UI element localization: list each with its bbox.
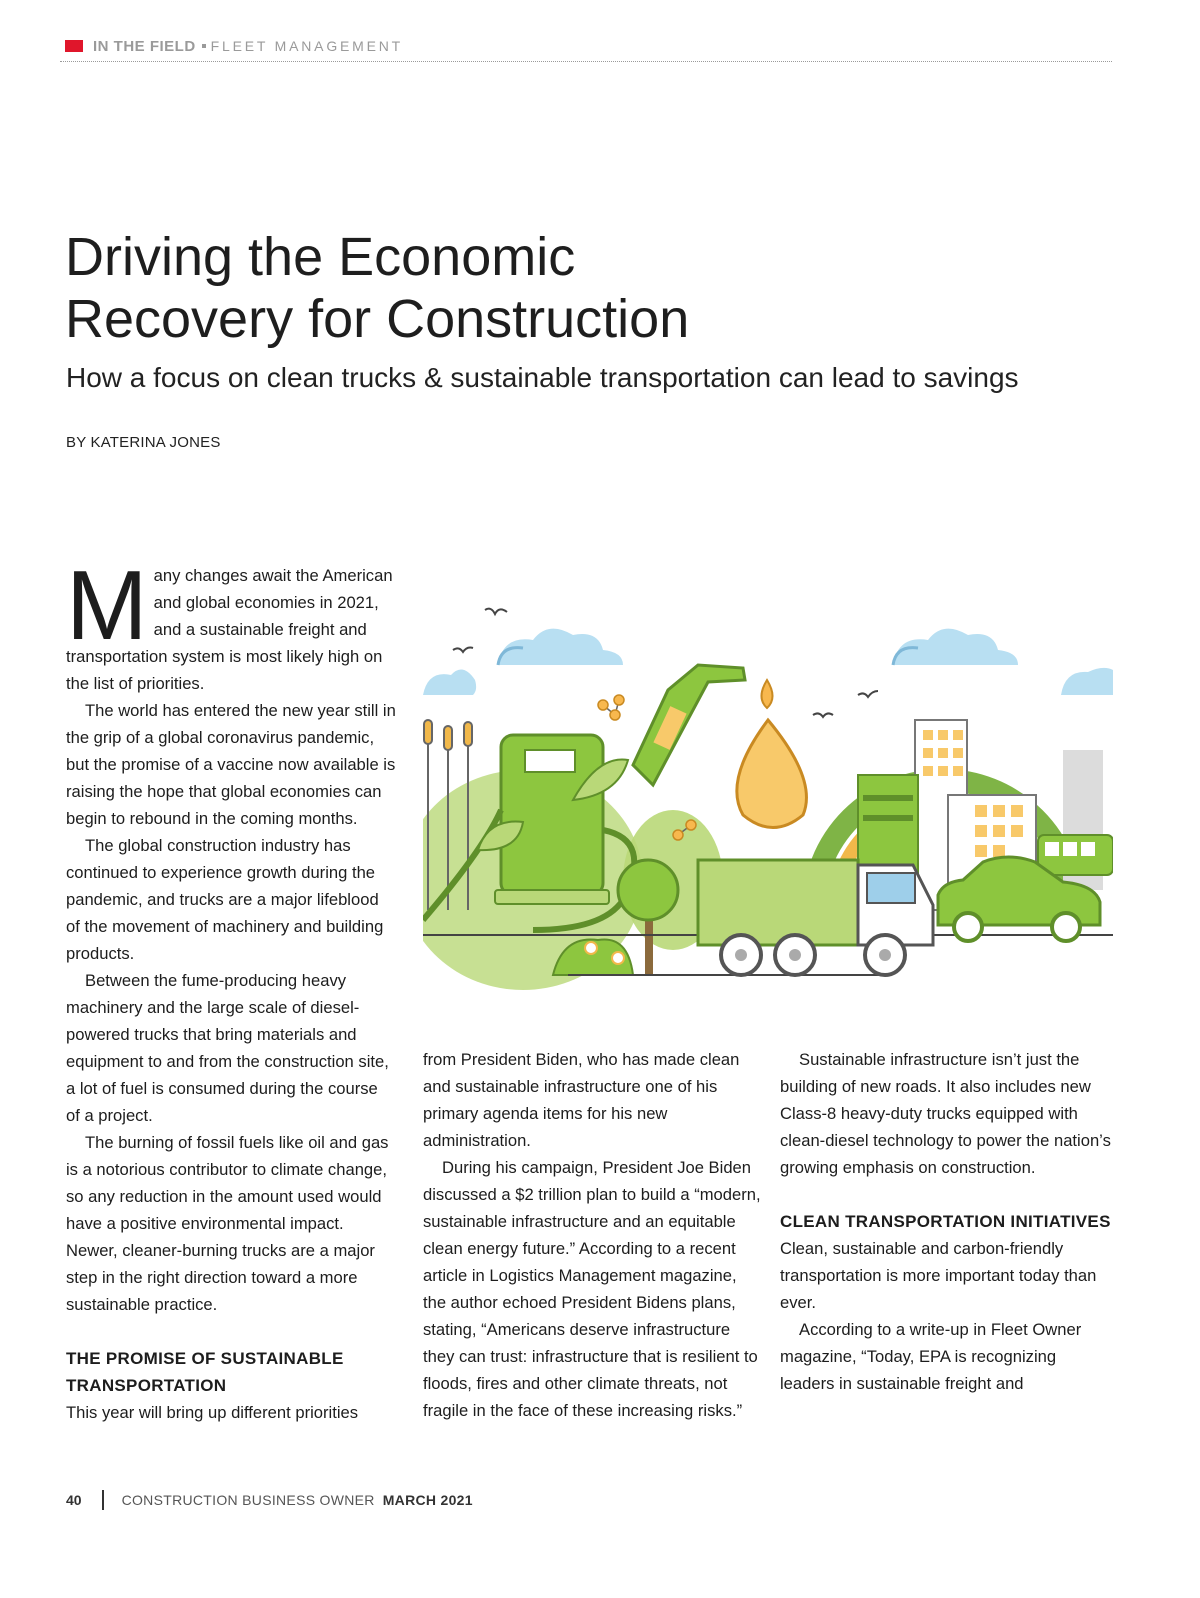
section-header [65, 38, 403, 54]
article-subtitle: How a focus on clean trucks & sustainable transportation can lead to savings [66, 362, 1019, 393]
paragraph-3: The global construction industry has continued to experience growth during the pandemic, and trucks are a major lifeblood of the movement of machinery and building products. [66, 836, 384, 963]
paragraph-2: The world has entered the new year still in the grip of a global coronavirus pandemic, but the promise of a vaccine now available is raising the hope that global economies can begin to rebound in the coming months. [66, 701, 396, 828]
title-line-1: Driving the Economic [65, 227, 576, 287]
page-footer [66, 1490, 473, 1510]
paragraph-6a: This year will bring up different priorities [66, 1403, 359, 1422]
bird-icon [453, 648, 473, 653]
paragraph-1 [66, 550, 396, 697]
footer-divider [102, 1490, 104, 1510]
paragraph-7: During his campaign, President Joe Biden discussed a $2 trillion plan to build a “modern, sustainable infrastructure and an equitable clean energy future.” According to a recent article in Logistics Management magazine, the author echoed President Bidens plans, stating, “Americans deserve infrastructure they can trust: infrastructure that is resilient to floods, fires and other climate threats, not fragile in the face of these increasing risks.” [423, 1158, 761, 1420]
paragraph-10: According to a write-up in Fleet Owner magazine, “Today, EPA is recognizing leaders in sustainable freight and [780, 1320, 1082, 1393]
fuel-drop-icon [762, 680, 773, 708]
column-1 [66, 550, 396, 1426]
bird-icon [813, 713, 833, 717]
subhead-promise: THE PROMISE OF SUSTAINABLE TRANSPORTATION [66, 1349, 344, 1395]
cloud-icon [893, 629, 1018, 665]
column-3 [780, 1046, 1115, 1397]
fuel-nozzle-icon [633, 665, 745, 785]
truck-icon [698, 860, 933, 975]
bird-icon [485, 609, 507, 614]
cloud-icon [498, 629, 623, 665]
subsection-label: FLEET MANAGEMENT [210, 38, 404, 54]
paragraph-8: Sustainable infrastructure isn’t just the building of new roads. It also includes new Class-8 heavy-duty trucks equipped with clean-diesel technology to power the nation’s growing emphasis on construction. [780, 1050, 1111, 1177]
paragraph-1-text: any changes await the American and global economies in 2021, and a sustainable freight and transportation system is most likely high on the list of priorities. [66, 566, 393, 693]
section-marker [65, 40, 83, 52]
cloud-icon [423, 670, 476, 695]
bird-icon [858, 691, 878, 697]
issue-date: MARCH 2021 [382, 1492, 473, 1508]
page-number: 40 [66, 1492, 82, 1508]
fuel-drop-icon [737, 720, 807, 828]
paragraph-4: Between the fume-producing heavy machinery and the large scale of diesel-powered trucks that bring materials and equipment to and from the construction site, a lot of fuel is consumed during the course of a project. [66, 971, 389, 1125]
bus-icon [1038, 835, 1113, 875]
clean-transport-illustration [423, 590, 1113, 990]
drop-cap: M [66, 550, 148, 660]
publication-name: CONSTRUCTION BUSINESS OWNER [121, 1492, 375, 1508]
paragraph-5: The burning of fossil fuels like oil and gas is a notorious contributor to climate change, so any reduction in the amount used would have a positive environmental impact. Newer, cleaner-burning trucks are a major step in the right direction toward a more sustainable practice. [66, 1133, 389, 1314]
paragraph-6b: from President Biden, who has made clean and sustainable infrastructure one of his primary agenda items for his new administration. [423, 1050, 740, 1150]
subhead-clean-transport: CLEAN TRANSPORTATION INITIATIVES [780, 1212, 1111, 1231]
column-2 [423, 1046, 763, 1424]
spacer [66, 1318, 396, 1345]
title-line-2: Recovery for Construction [65, 289, 690, 349]
cloud-icon [1061, 668, 1113, 695]
byline: BY KATERINA JONES [66, 434, 221, 451]
spacer [780, 1181, 1115, 1208]
paragraph-9: Clean, sustainable and carbon-friendly transportation is more important today than ever. [780, 1239, 1097, 1312]
header-separator [202, 44, 206, 48]
section-label: IN THE FIELD [93, 37, 196, 55]
header-rule [60, 61, 1112, 62]
article-title [65, 226, 965, 350]
